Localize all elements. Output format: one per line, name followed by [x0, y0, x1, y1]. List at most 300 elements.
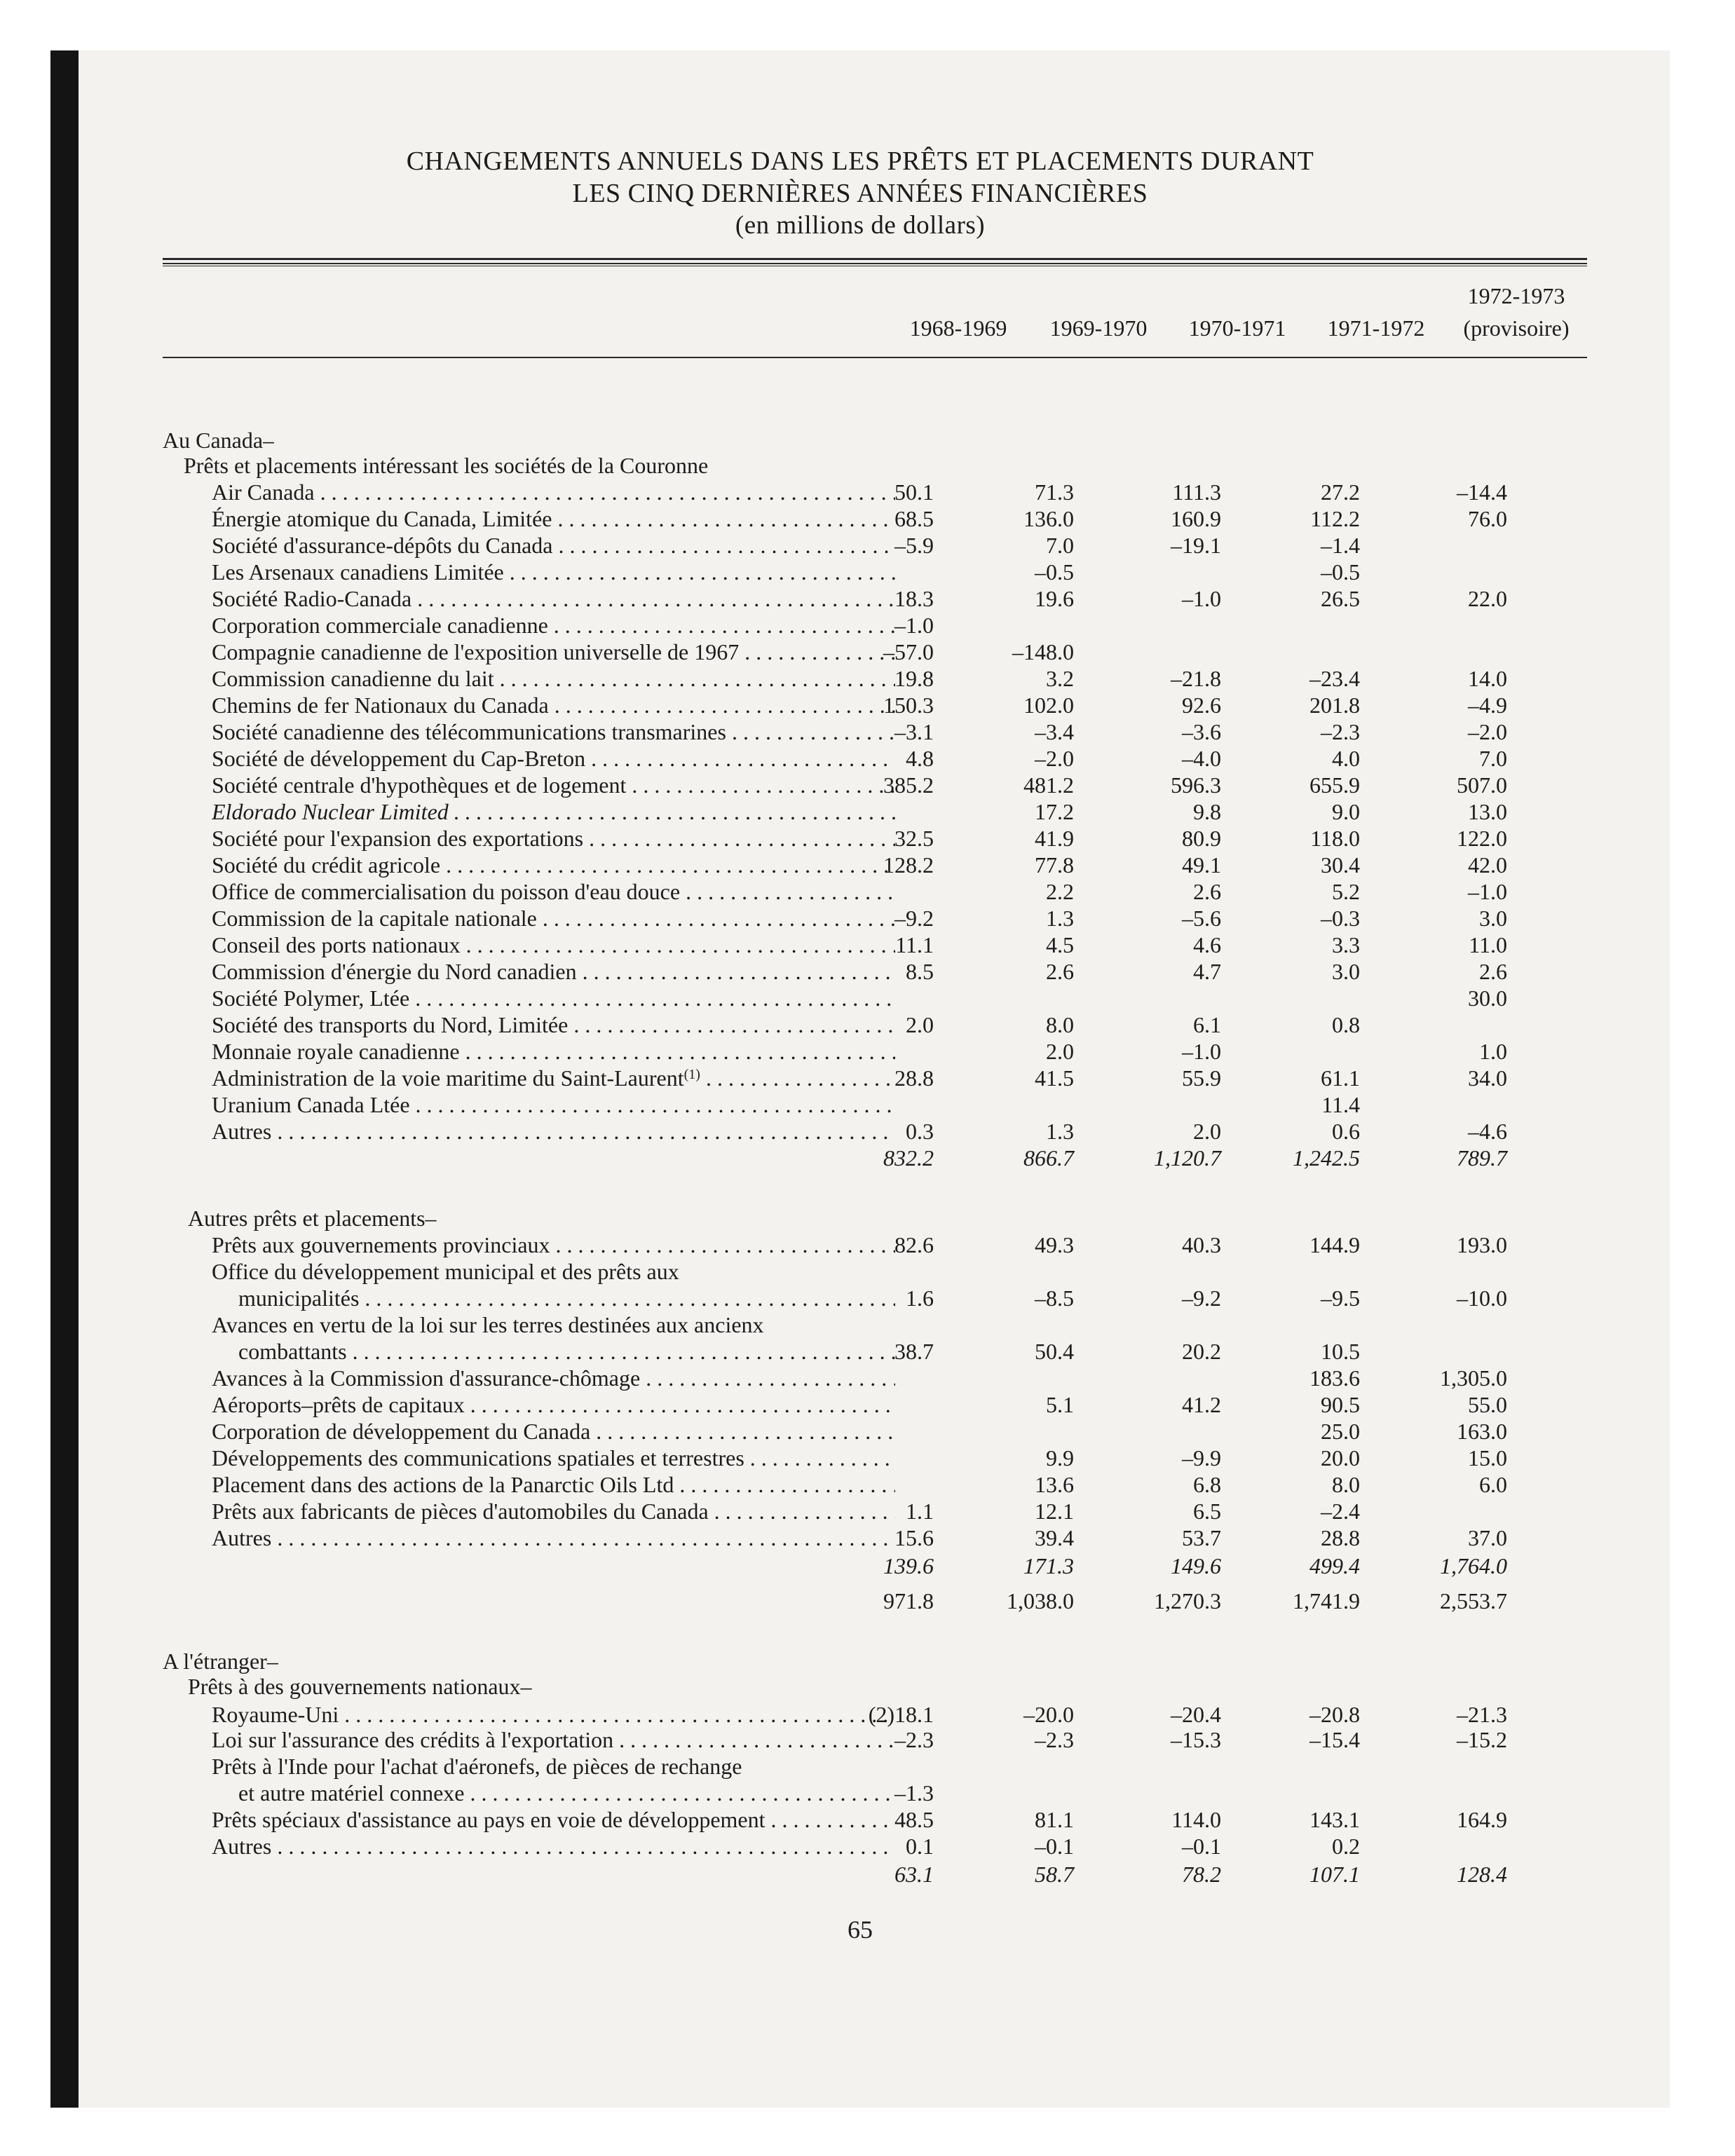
table-row — [50, 559, 1670, 585]
value-cell: 2.2 — [1046, 879, 1074, 904]
value-cell: 144.9 — [1309, 1232, 1360, 1257]
value-cell: 38.7 — [894, 1339, 934, 1364]
value-cell: 18.3 — [894, 586, 934, 611]
section-heading-row — [50, 428, 1670, 453]
value-cell — [1102, 985, 1221, 1011]
value-cell — [1382, 1754, 1507, 1780]
value-cell: 193.0 — [1457, 1232, 1507, 1257]
value-cell: 90.5 — [1321, 1392, 1360, 1417]
row-label-text: Autres — [212, 1525, 272, 1550]
value-cell: –21.3 — [1457, 1702, 1507, 1727]
row-label-text: Avances en vertu de la loi sur les terres destinées aux ancienx — [212, 1312, 764, 1337]
row-label-text: Monnaie royale canadienne — [212, 1039, 460, 1064]
column-header-rule — [163, 357, 1587, 358]
value-cell: 55.0 — [1468, 1392, 1507, 1417]
page-number: 65 — [848, 1916, 873, 1944]
value-cell: 2.0 — [906, 1012, 934, 1037]
value-cell: 39.4 — [1035, 1525, 1074, 1550]
table-row — [50, 906, 1670, 932]
row-label-text: Société Radio-Canada — [212, 586, 412, 611]
value-cell: 1,764.0 — [1440, 1553, 1507, 1578]
value-cell — [962, 1674, 1074, 1700]
value-cell — [822, 1039, 934, 1065]
value-cell: 1,741.9 — [1293, 1588, 1360, 1613]
value-cell — [962, 1365, 1074, 1391]
value-cell: –9.2 — [894, 906, 934, 931]
value-cell: 1,305.0 — [1440, 1365, 1507, 1391]
value-cell: 866.7 — [1023, 1145, 1074, 1171]
row-label — [212, 1012, 895, 1038]
row-label — [212, 1499, 895, 1524]
value-cell: 25.0 — [1321, 1419, 1360, 1444]
table-title: CHANGEMENTS ANNUELS DANS LES PRÊTS ET PLACEMENTS DURANT — [406, 146, 1314, 176]
row-label-text: Société Polymer, Ltée — [212, 985, 410, 1011]
row-label — [188, 1206, 437, 1231]
row-label — [212, 959, 895, 985]
value-cell: –0.3 — [1321, 906, 1360, 931]
row-label — [212, 1312, 764, 1338]
value-cell: 53.7 — [1182, 1525, 1221, 1550]
value-cell: –10.0 — [1457, 1285, 1507, 1311]
table-row — [50, 852, 1670, 878]
value-cell — [1102, 428, 1221, 453]
value-cell: 102.0 — [1023, 692, 1074, 718]
table-row — [50, 1727, 1670, 1753]
value-cell — [1382, 1206, 1507, 1231]
value-cell: 1,242.5 — [1293, 1145, 1360, 1171]
value-cell — [1102, 1649, 1221, 1674]
row-label — [212, 985, 895, 1011]
row-label-text: Société des transports du Nord, Limitée — [212, 1012, 569, 1037]
value-cell — [1382, 613, 1507, 639]
row-label — [212, 1525, 895, 1551]
row-label — [238, 1780, 895, 1806]
value-cell — [962, 428, 1074, 453]
value-cell: 6.8 — [1193, 1472, 1221, 1497]
value-cell: 3.3 — [1332, 932, 1360, 957]
value-cell: –2.3 — [1321, 719, 1360, 744]
value-cell: –2.0 — [1035, 746, 1074, 771]
value-cell: –9.2 — [1182, 1285, 1221, 1311]
value-cell: –0.1 — [1035, 1834, 1074, 1859]
value-cell — [1382, 1092, 1507, 1118]
value-cell: 17.2 — [1035, 799, 1074, 824]
table-row — [50, 1039, 1670, 1065]
value-cell: 481.2 — [1023, 772, 1074, 798]
table-row — [50, 879, 1670, 905]
value-cell: –14.4 — [1457, 479, 1507, 505]
column-header: 1969-1970 — [1049, 315, 1148, 341]
row-label — [212, 639, 895, 665]
value-cell: 128.4 — [1457, 1862, 1507, 1887]
row-label — [163, 1649, 278, 1674]
row-label — [212, 1092, 895, 1118]
value-cell: 2.6 — [1193, 879, 1221, 904]
table-row — [50, 666, 1670, 692]
row-label — [184, 453, 708, 479]
table-row — [50, 639, 1670, 665]
value-cell: 6.0 — [1479, 1472, 1507, 1497]
section-heading-row — [50, 453, 1670, 479]
table-row — [50, 586, 1670, 612]
row-label — [212, 666, 895, 692]
value-cell — [1382, 1499, 1507, 1524]
value-cell: 128.2 — [883, 852, 934, 878]
table-row — [50, 1119, 1670, 1145]
table-row — [50, 985, 1670, 1011]
row-label — [212, 1472, 895, 1498]
table-row — [50, 1232, 1670, 1258]
row-label — [238, 1339, 895, 1365]
row-label-text: Chemins de fer Nationaux du Canada — [212, 692, 549, 718]
section-heading-row — [50, 1649, 1670, 1674]
value-cell: 41.9 — [1035, 826, 1074, 851]
row-label-text: municipalités — [238, 1285, 360, 1311]
value-cell — [962, 453, 1074, 479]
value-cell: 1.1 — [906, 1499, 934, 1524]
row-label-text: Prêts spéciaux d'assistance au pays en voie de développement — [212, 1807, 766, 1832]
value-cell: 9.0 — [1332, 799, 1360, 824]
value-cell: 0.2 — [1332, 1834, 1360, 1859]
table-row — [50, 613, 1670, 639]
value-cell: –4.6 — [1468, 1119, 1507, 1144]
value-cell — [822, 1206, 934, 1231]
value-cell: 34.0 — [1468, 1065, 1507, 1091]
row-label — [212, 906, 895, 932]
value-cell: 1.3 — [1046, 906, 1074, 931]
value-cell: 15.6 — [894, 1525, 934, 1550]
value-cell: 111.3 — [1172, 479, 1221, 505]
value-cell — [1235, 1039, 1360, 1065]
table-row — [50, 479, 1670, 505]
row-label — [212, 1807, 895, 1833]
table-row — [50, 506, 1670, 532]
value-cell — [1235, 639, 1360, 665]
value-cell: 149.6 — [1171, 1553, 1221, 1578]
row-label — [212, 613, 895, 639]
table-row — [50, 1499, 1670, 1524]
value-cell: 50.1 — [894, 479, 934, 505]
value-cell: –15.2 — [1457, 1727, 1507, 1752]
value-cell — [1235, 428, 1360, 453]
value-cell: 789.7 — [1457, 1145, 1507, 1171]
row-label-text: Énergie atomique du Canada, Limitée — [212, 506, 552, 531]
row-label-text: Placement dans des actions de la Panarctic Oils Ltd — [212, 1472, 674, 1497]
value-cell — [962, 613, 1074, 639]
value-cell — [822, 1472, 934, 1498]
value-cell: –9.9 — [1182, 1445, 1221, 1471]
value-cell — [822, 985, 934, 1011]
value-cell: –2.4 — [1321, 1499, 1360, 1524]
row-label — [212, 1065, 895, 1091]
row-label — [212, 1365, 895, 1391]
section-heading-row — [50, 1674, 1670, 1700]
value-cell: 48.5 — [894, 1807, 934, 1832]
value-cell: –21.8 — [1171, 666, 1221, 691]
value-cell: –3.1 — [894, 719, 934, 744]
row-label — [188, 1674, 532, 1700]
value-cell — [1382, 1780, 1507, 1806]
value-cell — [1382, 453, 1507, 479]
value-cell: 61.1 — [1321, 1065, 1360, 1091]
value-cell: 10.5 — [1321, 1339, 1360, 1364]
value-cell: –57.0 — [883, 639, 934, 664]
row-label — [212, 1232, 895, 1258]
value-cell: 136.0 — [1023, 506, 1074, 531]
value-cell — [822, 1419, 934, 1445]
value-cell — [822, 1312, 934, 1338]
value-cell — [1382, 1312, 1507, 1338]
value-cell: 3.0 — [1479, 906, 1507, 931]
value-cell: 11.0 — [1469, 932, 1507, 957]
value-cell — [962, 1754, 1074, 1780]
table-row — [50, 959, 1670, 985]
column-header: 1972-1973 — [1467, 283, 1565, 308]
value-cell — [1382, 639, 1507, 665]
row-label — [212, 852, 895, 878]
section-heading-row — [50, 1754, 1670, 1780]
value-cell — [1382, 428, 1507, 453]
value-cell — [1382, 1012, 1507, 1038]
value-cell — [1102, 1419, 1221, 1445]
row-label-text: et autre matériel connexe — [238, 1780, 465, 1806]
value-cell: –4.9 — [1468, 692, 1507, 718]
value-cell: 4.8 — [906, 746, 934, 771]
table-row — [50, 1525, 1670, 1551]
value-cell: 201.8 — [1309, 692, 1360, 718]
value-cell: 78.2 — [1182, 1862, 1221, 1887]
column-header: 1968-1969 — [909, 315, 1007, 341]
value-cell — [1235, 1674, 1360, 1700]
value-cell — [1102, 1092, 1221, 1118]
value-cell: 3.0 — [1332, 959, 1360, 984]
value-cell: 507.0 — [1457, 772, 1507, 798]
value-cell: 596.3 — [1171, 772, 1221, 798]
row-label-text: Eldorado Nuclear Limited — [212, 799, 449, 824]
value-cell: –20.4 — [1171, 1702, 1221, 1727]
value-cell: 20.0 — [1321, 1445, 1360, 1471]
value-cell: 1,038.0 — [1007, 1588, 1074, 1613]
value-cell: 4.0 — [1332, 746, 1360, 771]
value-cell: 12.1 — [1035, 1499, 1074, 1524]
table-row — [50, 1339, 1670, 1365]
value-cell — [962, 1649, 1074, 1674]
value-cell: 1.3 — [1046, 1119, 1074, 1144]
row-label — [212, 586, 895, 612]
value-cell: –5.9 — [894, 533, 934, 558]
row-label-text: Autres — [212, 1834, 272, 1859]
value-cell: –0.5 — [1035, 559, 1074, 585]
row-label — [212, 506, 895, 532]
value-cell — [1382, 1834, 1507, 1860]
row-label — [212, 932, 895, 958]
table-row — [50, 1445, 1670, 1471]
value-cell: 4.7 — [1193, 959, 1221, 984]
row-label-text: Compagnie canadienne de l'exposition universelle de 1967 — [212, 639, 740, 664]
value-cell — [822, 1674, 934, 1700]
value-cell — [1235, 1780, 1360, 1806]
row-label — [212, 1419, 895, 1445]
value-cell: –20.0 — [1023, 1702, 1074, 1727]
value-cell — [962, 1312, 1074, 1338]
value-cell: –2.3 — [1035, 1727, 1074, 1752]
row-label — [212, 692, 895, 718]
value-cell: –3.4 — [1035, 719, 1074, 744]
value-cell: –4.0 — [1182, 746, 1221, 771]
value-cell — [1382, 533, 1507, 559]
value-cell — [1102, 1754, 1221, 1780]
value-cell: 0.3 — [906, 1119, 934, 1144]
table-row — [50, 746, 1670, 772]
value-cell: 2.6 — [1479, 959, 1507, 984]
table-row — [50, 772, 1670, 798]
value-cell: 11.4 — [1321, 1092, 1360, 1117]
value-cell: –5.6 — [1182, 906, 1221, 931]
value-cell: 11.1 — [895, 932, 934, 957]
value-cell — [822, 428, 934, 453]
value-cell: 13.6 — [1035, 1472, 1074, 1497]
value-cell — [962, 1206, 1074, 1231]
row-label-text: Société de développement du Cap-Breton — [212, 746, 586, 771]
value-cell: 42.0 — [1468, 852, 1507, 878]
row-label-text: Société du crédit agricole — [212, 852, 441, 878]
value-cell — [1235, 1259, 1360, 1285]
row-label-text: Uranium Canada Ltée — [212, 1092, 410, 1117]
value-cell: 118.0 — [1310, 826, 1360, 851]
value-cell: 49.1 — [1182, 852, 1221, 878]
value-cell — [822, 1259, 934, 1285]
value-cell: 114.0 — [1171, 1807, 1221, 1832]
value-cell: 76.0 — [1468, 506, 1507, 531]
row-label — [212, 1754, 742, 1780]
row-label — [212, 1702, 895, 1728]
value-cell — [822, 1365, 934, 1391]
row-label-text: Commission de la capitale nationale — [212, 906, 537, 931]
row-label-text: Aéroports–prêts de capitaux — [212, 1392, 465, 1417]
value-cell: 8.5 — [906, 959, 934, 984]
value-cell — [1235, 1312, 1360, 1338]
footnote-marker: (1) — [683, 1067, 700, 1082]
column-header: 1970-1971 — [1188, 315, 1286, 341]
row-label — [212, 533, 895, 559]
value-cell: 107.1 — [1309, 1862, 1360, 1887]
table-row — [50, 533, 1670, 559]
row-label-text: Prêts à l'Inde pour l'achat d'aéronefs, de pièces de rechange — [212, 1754, 742, 1779]
value-cell: 28.8 — [1321, 1525, 1360, 1550]
value-cell: 30.0 — [1468, 985, 1507, 1011]
value-cell — [1235, 1206, 1360, 1231]
value-cell: –1.0 — [1182, 1039, 1221, 1064]
value-cell — [822, 1092, 934, 1118]
value-cell: 0.1 — [906, 1834, 934, 1859]
value-cell: 8.0 — [1046, 1012, 1074, 1037]
value-cell — [1102, 1674, 1221, 1700]
value-cell: 32.5 — [894, 826, 934, 851]
row-label-text: Société centrale d'hypothèques et de logement — [212, 772, 627, 798]
value-cell — [1235, 1754, 1360, 1780]
value-cell: 30.4 — [1321, 852, 1360, 878]
section-heading-row — [50, 1259, 1670, 1285]
value-cell — [962, 1092, 1074, 1118]
table-row — [50, 1285, 1670, 1311]
value-cell: 6.5 — [1193, 1499, 1221, 1524]
subtotal-row — [50, 1862, 1670, 1888]
value-cell — [1235, 1649, 1360, 1674]
value-cell — [1382, 559, 1507, 585]
value-cell: 0.8 — [1332, 1012, 1360, 1037]
value-cell: –3.6 — [1182, 719, 1221, 744]
value-cell: –1.4 — [1321, 533, 1360, 558]
value-cell — [1102, 453, 1221, 479]
row-label — [212, 1259, 679, 1285]
value-cell — [962, 985, 1074, 1011]
value-cell: 92.6 — [1182, 692, 1221, 718]
table-subtitle: (en millions de dollars) — [735, 211, 986, 240]
value-cell: 41.5 — [1035, 1065, 1074, 1091]
row-label-text: Loi sur l'assurance des crédits à l'exportation — [212, 1727, 614, 1752]
value-cell: –2.0 — [1468, 719, 1507, 744]
value-cell: 0.6 — [1332, 1119, 1360, 1144]
row-label — [212, 826, 895, 852]
row-label — [212, 879, 895, 905]
value-cell: –1.0 — [1182, 586, 1221, 611]
subtotal-row — [50, 1588, 1670, 1614]
table-row — [50, 1012, 1670, 1038]
value-cell: 655.9 — [1309, 772, 1360, 798]
row-label — [212, 479, 895, 505]
value-cell — [962, 1259, 1074, 1285]
value-cell: –15.4 — [1309, 1727, 1360, 1752]
value-cell — [1102, 1780, 1221, 1806]
value-cell: –0.1 — [1182, 1834, 1221, 1859]
value-cell: 2.6 — [1046, 959, 1074, 984]
row-label-text: Avances à la Commission d'assurance-chômage — [212, 1365, 641, 1391]
value-cell — [962, 1419, 1074, 1445]
table-row — [50, 1092, 1670, 1118]
value-cell — [1102, 1259, 1221, 1285]
section-heading-row — [50, 1312, 1670, 1338]
row-label — [212, 1392, 895, 1418]
row-label-text: Développements des communications spatiales et terrestres — [212, 1445, 744, 1471]
row-label-text: Prêts à des gouvernements nationaux– — [188, 1674, 532, 1699]
row-label-text: Royaume-Uni — [212, 1702, 339, 1727]
value-cell — [1235, 453, 1360, 479]
row-label-text: Au Canada– — [163, 428, 275, 453]
value-cell: 499.4 — [1309, 1553, 1360, 1578]
table-row — [50, 1065, 1670, 1091]
value-cell — [1102, 1312, 1221, 1338]
value-cell: 77.8 — [1035, 852, 1074, 878]
row-label — [212, 746, 895, 772]
value-cell — [1102, 1365, 1221, 1391]
value-cell: 4.5 — [1046, 932, 1074, 957]
row-label — [212, 772, 895, 798]
value-cell — [822, 1392, 934, 1418]
value-cell: –148.0 — [1012, 639, 1074, 664]
subtotal-row — [50, 1553, 1670, 1579]
value-cell — [1235, 613, 1360, 639]
value-cell: 832.2 — [883, 1145, 934, 1171]
table-title-line2: LES CINQ DERNIÈRES ANNÉES FINANCIÈRES — [572, 179, 1148, 208]
value-cell — [1102, 639, 1221, 665]
value-cell: 9.8 — [1193, 799, 1221, 824]
row-label — [212, 719, 895, 745]
value-cell: –9.5 — [1321, 1285, 1360, 1311]
value-cell: 122.0 — [1457, 826, 1507, 851]
value-cell: –1.0 — [1468, 879, 1507, 904]
value-cell: 27.2 — [1321, 479, 1360, 505]
value-cell: 8.0 — [1332, 1472, 1360, 1497]
